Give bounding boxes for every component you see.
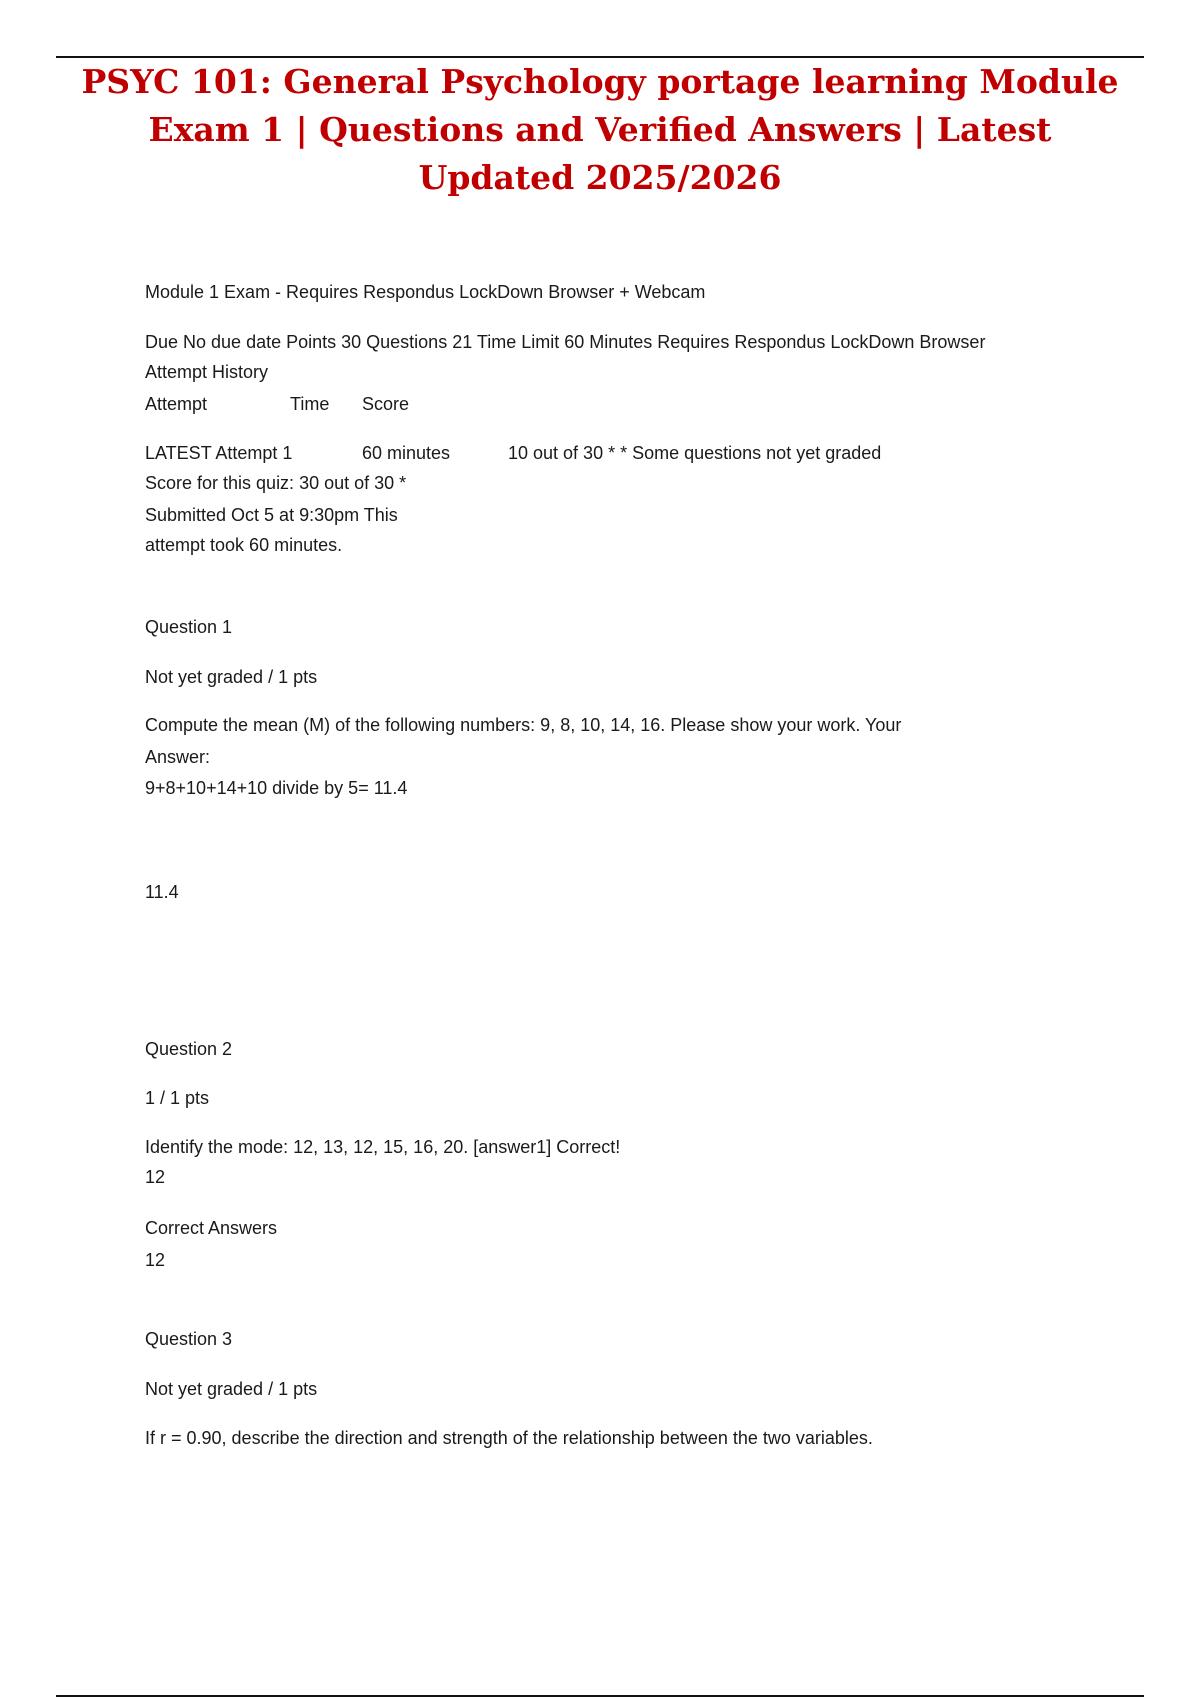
exam-heading: Module 1 Exam - Requires Respondus LockDown Browser + Webcam (145, 282, 706, 302)
question-1-label: Question 1 (145, 617, 233, 637)
question-1-prompt-line-1: Compute the mean (M) of the following numbers: 9, 8, 10, 14, 16. Please show your work. Your (145, 715, 902, 735)
title-line-2: Exam 1 | Questions and Verified Answers | Latest (148, 110, 1052, 149)
header-time: Time (290, 394, 330, 414)
question-1-work: 9+8+10+14+10 divide by 5= 11.4 (145, 778, 408, 798)
row-time: 60 minutes (362, 443, 451, 463)
quiz-score: Score for this quiz: 30 out of 30 * (145, 473, 407, 493)
header-score: Score (362, 394, 410, 414)
question-2-points: 1 / 1 pts (145, 1088, 210, 1108)
question-3-label: Question 3 (145, 1329, 233, 1349)
question-1-prompt-line-2: Answer: (145, 747, 211, 767)
bottom-rule (56, 1695, 1144, 1697)
question-2-label: Question 2 (145, 1039, 233, 1059)
attempt-history-label: Attempt History (145, 362, 269, 382)
question-1-points: Not yet graded / 1 pts (145, 667, 318, 687)
submitted-line-1: Submitted Oct 5 at 9:30pm This (145, 505, 398, 525)
header-attempt: Attempt (145, 394, 208, 414)
row-attempt: LATEST Attempt 1 (145, 443, 293, 463)
document-title (60, 58, 1140, 202)
question-3-prompt: If r = 0.90, describe the direction and strength of the relationship between the two variables. (145, 1428, 873, 1448)
question-2-correct-value: 12 (145, 1250, 166, 1270)
question-2-answer: 12 (145, 1167, 166, 1187)
question-3-points: Not yet graded / 1 pts (145, 1379, 318, 1399)
question-2-correct-label: Correct Answers (145, 1218, 278, 1238)
question-2-prompt: Identify the mode: 12, 13, 12, 15, 16, 20. [answer1] Correct! (145, 1137, 621, 1157)
title-line-3: Updated 2025/2026 (418, 158, 782, 197)
submitted-line-2: attempt took 60 minutes. (145, 535, 343, 555)
question-1-answer: 11.4 (145, 882, 179, 902)
row-score: 10 out of 30 * * Some questions not yet graded (508, 443, 882, 463)
exam-details: Due No due date Points 30 Questions 21 Time Limit 60 Minutes Requires Respondus LockDown Browser (145, 332, 986, 352)
title-line-1: PSYC 101: General Psychology portage learning Module (81, 62, 1119, 101)
